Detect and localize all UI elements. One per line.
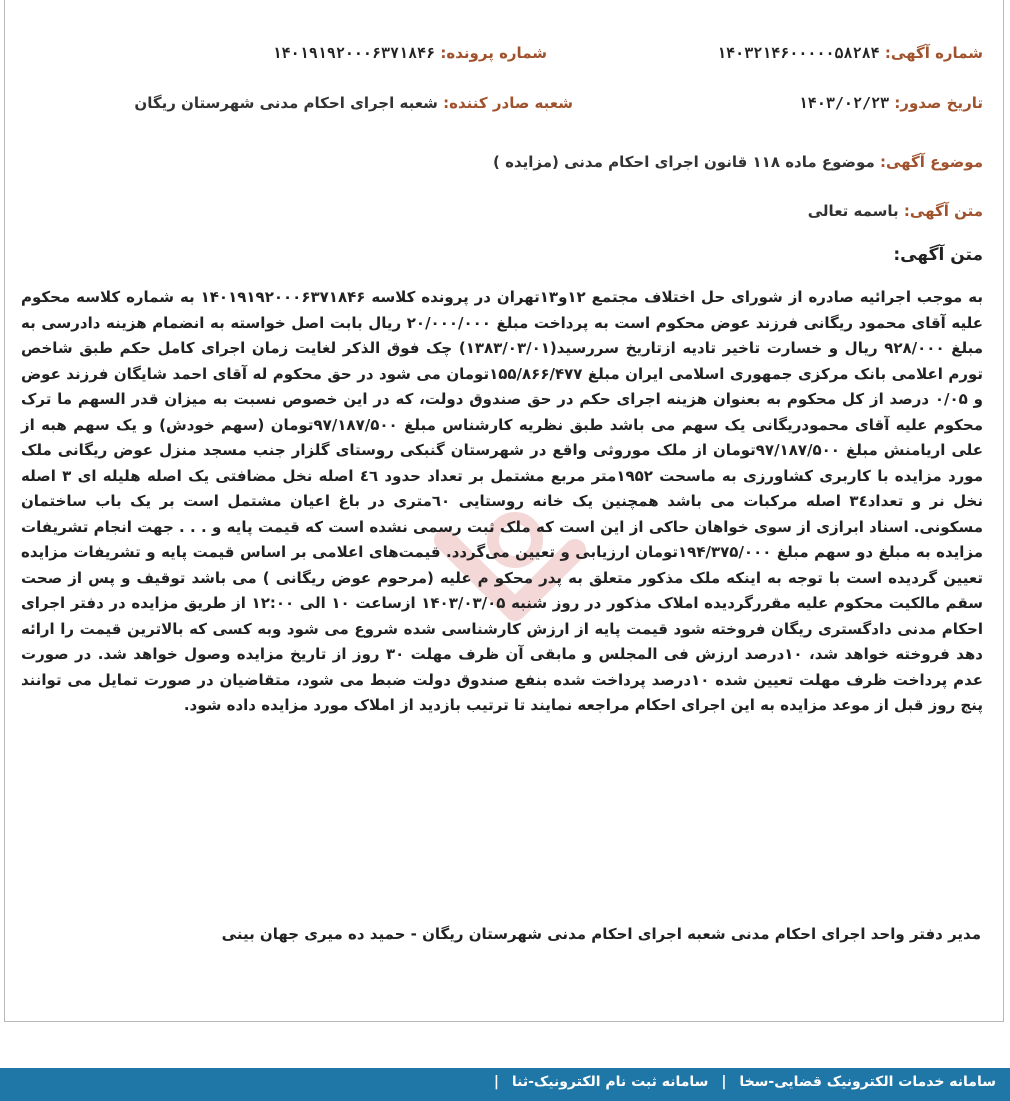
footer-links <box>486 1074 996 1090</box>
case-number-row <box>273 44 547 62</box>
footer-link-sana[interactable]: سامانه ثبت نام الکترونیک-ثنا <box>511 1074 709 1090</box>
body-title-label: متن آگهی: <box>903 202 983 220</box>
footer-link-sakha[interactable]: سامانه خدمات الکترونیک قضایی-سخا <box>739 1074 996 1090</box>
notice-page <box>4 0 1004 1022</box>
ad-number-value: ۱۴۰۳۲۱۴۶۰۰۰۰۰۵۸۲۸۴ <box>717 44 880 62</box>
subject-value: موضوع ماده ۱۱۸ قانون اجرای احکام مدنی (مزایده ) <box>493 153 875 171</box>
body-title-value: باسمه تعالی <box>807 202 899 220</box>
subject-row <box>493 153 983 171</box>
issuer-value: شعبه اجرای احکام مدنی شهرستان ریگان <box>134 94 438 112</box>
notice-heading: متن آگهی: <box>893 245 983 265</box>
issuer-label: شعبه صادر کننده: <box>443 94 573 112</box>
footer-bar <box>0 1068 1010 1101</box>
issuer-row <box>134 94 573 112</box>
footer-separator: | <box>721 1074 727 1090</box>
ad-number-row <box>717 44 983 62</box>
issue-date-label: تاریخ صدور: <box>894 94 983 112</box>
issue-date-value: ۱۴۰۳/۰۲/۲۳ <box>798 94 890 112</box>
signature-line: مدیر دفتر واحد اجرای احکام مدنی شعبه اجرای احکام مدنی شهرستان ریگان - حمید ده میری جهان بینی <box>221 925 981 943</box>
subject-label: موضوع آگهی: <box>879 153 983 171</box>
issue-date-row <box>799 94 983 112</box>
case-number-value: ۱۴۰۱۹۱۹۲۰۰۰۶۳۷۱۸۴۶ <box>272 44 436 62</box>
body-title-row <box>808 202 983 220</box>
case-number-label: شماره پرونده: <box>440 44 547 62</box>
notice-body-text: به موجب اجرائیه صادره از شورای حل اختلاف مجتمع ۱۲و۱۳تهران در پرونده کلاسه ۱۴۰۱۹۱۹۲۰۰۰۶۳۷۱۸۴۶ به شماره کلاسه محکوم علیه آقای محمود ریگانی فرزند عوض محکوم است به پرداخت مبلغ ۲۰/۰۰۰/۰۰۰ ریال بابت اصل خواسته به انضمام هزینه دادرسی به مبلغ ۹۲۸/۰۰۰ ریال و خسارت تاخیر تادیه ازتاریخ سررسید(۱۳۸۳/۰۳/۰۱) چک فوق الذکر لغایت زمان اجرای کامل حکم طبق شاخص تورم اعلامی بانک مرکزی جمهوری اسلامی ایران مبلغ ۱۵۵/۸۶۶/۴۷۷تومان می شود در حق محکوم له آقای احمد شایگان فرزند عوض و ۰/۰۵ درصد از کل محکوم به بعنوان هزینه اجرای حکم در حق صندوق دولت، که در این خصوص نسبت به میزان قدر السهم ما ترک محکوم علیه آقای محمودریگانی یک سهم می باشد طبق نظریه کارشناس مبلغ ۹۷/۱۸۷/۵۰۰تومان (سهم خودش) و یک سهم هبه از علی اریامنش مبلغ ۹۷/۱۸۷/۵۰۰تومان از ملک موروثی واقع در شهرستان گنبکی روستای گلزار جنب مسجد منزل عوض ریگانی ملک مورد مزایده با کاربری کشاورزی به ماسحت ۱۹۵۲متر مربع مشتمل بر تعداد حدود ٤٦ اصله نخل مضافتی یک اصله هلیله ای ۳ اصله نخل نر و تعداد۳٤ اصله مرکبات می باشد همچنین یک خانه روستایی ٦۰متری در باغ اعیان مشتمل است بر یک باب ساختمان مسکونی. اسناد ابرازی از سوی خواهان حاکی از این است که ملک ثبت رسمی نشده است که قیمت پایه و . . . جهت انجام تشریفات مزایده به مبلغ دو سهم مبلغ ۱۹۴/۳۷۵/۰۰۰تومان ارزیابی و تعیین می‌گردد. قیمت‌های اعلامی بر اساس قیمت پایه و تشریفات مزایده تعیین گردیده است با توجه به اینکه ملک مذکور متعلق به پدر محکو م علیه (مرحوم عوض ریگانی ) می باشد توقیف و پس از صحت سقم مالکیت محکوم علیه مقررگردیده املاک مذکور در روز شنبه ۱۴۰۳/۰۳/۰۵ ازساعت ۱۰ الی ۱۲:۰۰ از طریق مزایده در دفتر اجرای احکام مدنی دادگستری ریگان فروخته شود قیمت پایه از ارزش کارشناسی شده شروع می شود وبه کسی که بالاترین قیمت را ارائه دهد فروخته خواهد شد، ۱۰درصد ارزش فی المجلس و مابقی آن ظرف مهلت ۳۰ روز از تاریخ مزایده وصول خواهد شد. در صورت عدم پرداخت ظرف مهلت تعیین شده ۱۰درصد پرداخت شده بنفع صندوق دولت ضبط می شود، متقاضیان در صورت تمایل می توانند پنج روز قبل از موعد مزایده به این اجرای احکام مراجعه نمایند تا ترتیب بازدید از املاک مورد مزایده داده شود. <box>21 288 984 714</box>
ad-number-label: شماره آگهی: <box>884 44 983 62</box>
footer-separator: | <box>493 1074 499 1090</box>
